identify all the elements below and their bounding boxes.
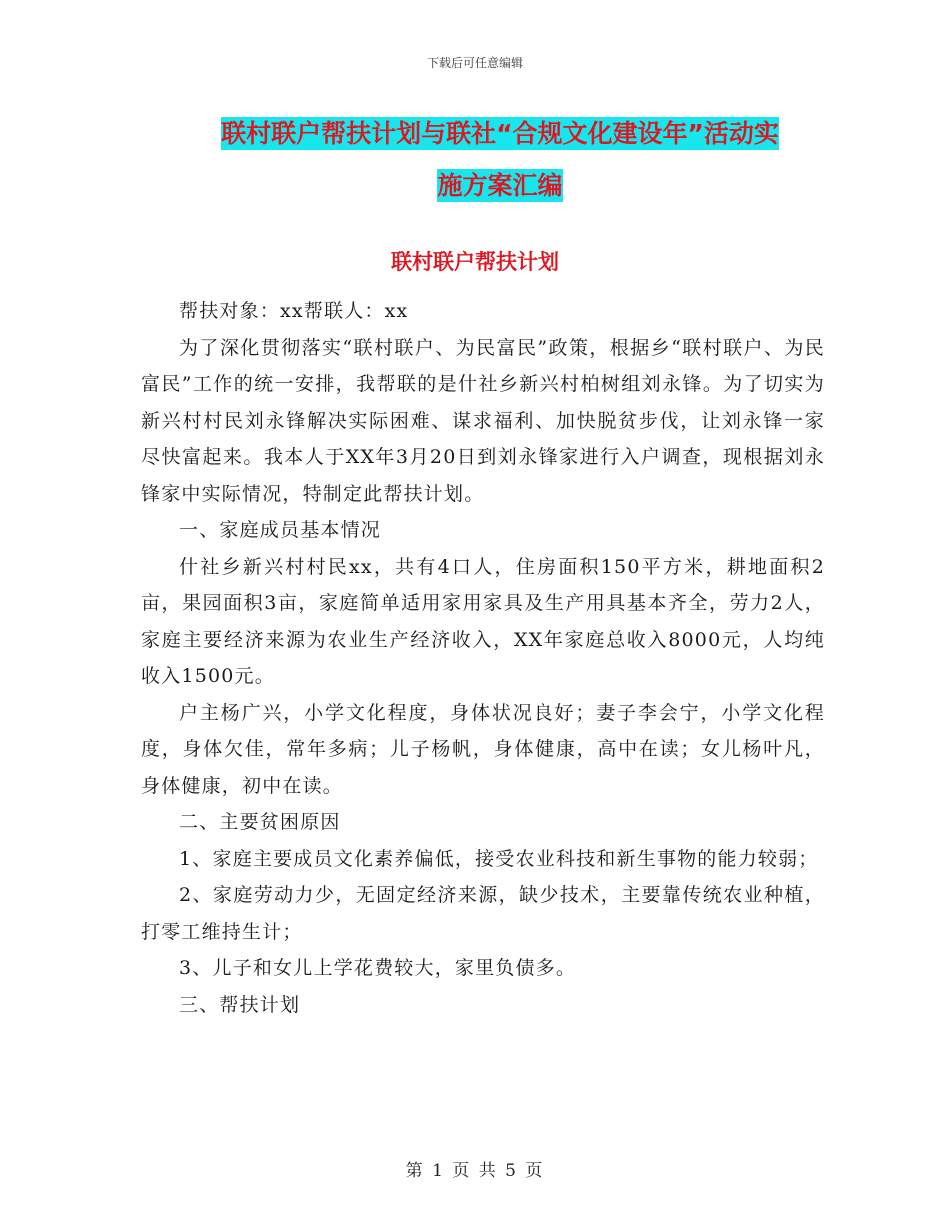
heading-family-situation: 一、家庭成员基本情况 <box>179 519 382 541</box>
paragraph-intro: 为了深化贯彻落实“联村联户、为民富民”政策，根据乡“联村联户、为民富民”工作的统一安排，我帮联的是什社乡新兴村柏树组刘永锋。为了切实为新兴村村民刘永锋解决实际困难、谋求福利、加快脱贫步伐，让刘永锋一家尽快富起来。我本人于XX年3月20日到刘永锋家进行入户调查，现根据刘永锋家中实际情况，特制定此帮扶计划。 <box>141 336 825 505</box>
document-title <box>190 108 810 212</box>
paragraph-cause-2: 2、家庭劳动力少，无固定经济来源，缺少技术，主要靠传统农业种植，打零工维持生计； <box>141 884 825 943</box>
document-title-line-2: 施方案汇编 <box>437 171 563 200</box>
heading-help-plan: 三、帮扶计划 <box>179 993 301 1016</box>
paragraph-family-basics: 什社乡新兴村村民xx，共有4口人，住房面积150平方米，耕地面积2亩，果园面积3亩，家庭简单适用家用家具及生产用具基本齐全，劳力2人，家庭主要经济来源为农业生产经济收入，XX年家庭总收入8000元，人均纯收入1500元。 <box>141 555 825 687</box>
paragraph-cause-3: 3、儿子和女儿上学花费较大，家里负债多。 <box>179 957 577 979</box>
section-title: 联村联户帮扶计划 <box>391 250 559 274</box>
document-body <box>141 293 825 1023</box>
paragraph-help-target: 帮扶对象：xx帮联人：xx <box>179 300 409 322</box>
paragraph-family-members: 户主杨广兴，小学文化程度，身体状况良好；妻子李会宁，小学文化程度，身体欠佳，常年多病；儿子杨帆，身体健康，高中在读；女儿杨叶凡，身体健康，初中在读。 <box>141 701 825 797</box>
document-title-line-1: 联村联户帮扶计划与联社“合规文化建设年”活动实 <box>221 119 779 148</box>
heading-poverty-causes: 二、主要贫困原因 <box>179 811 341 833</box>
page-header-note: 下载后可任意编辑 <box>426 56 523 70</box>
paragraph-cause-1: 1、家庭主要成员文化素养偏低，接受农业科技和新生事物的能力较弱； <box>179 847 819 870</box>
page-footer-page-number: 第 1 页 共 5 页 <box>405 1161 545 1181</box>
